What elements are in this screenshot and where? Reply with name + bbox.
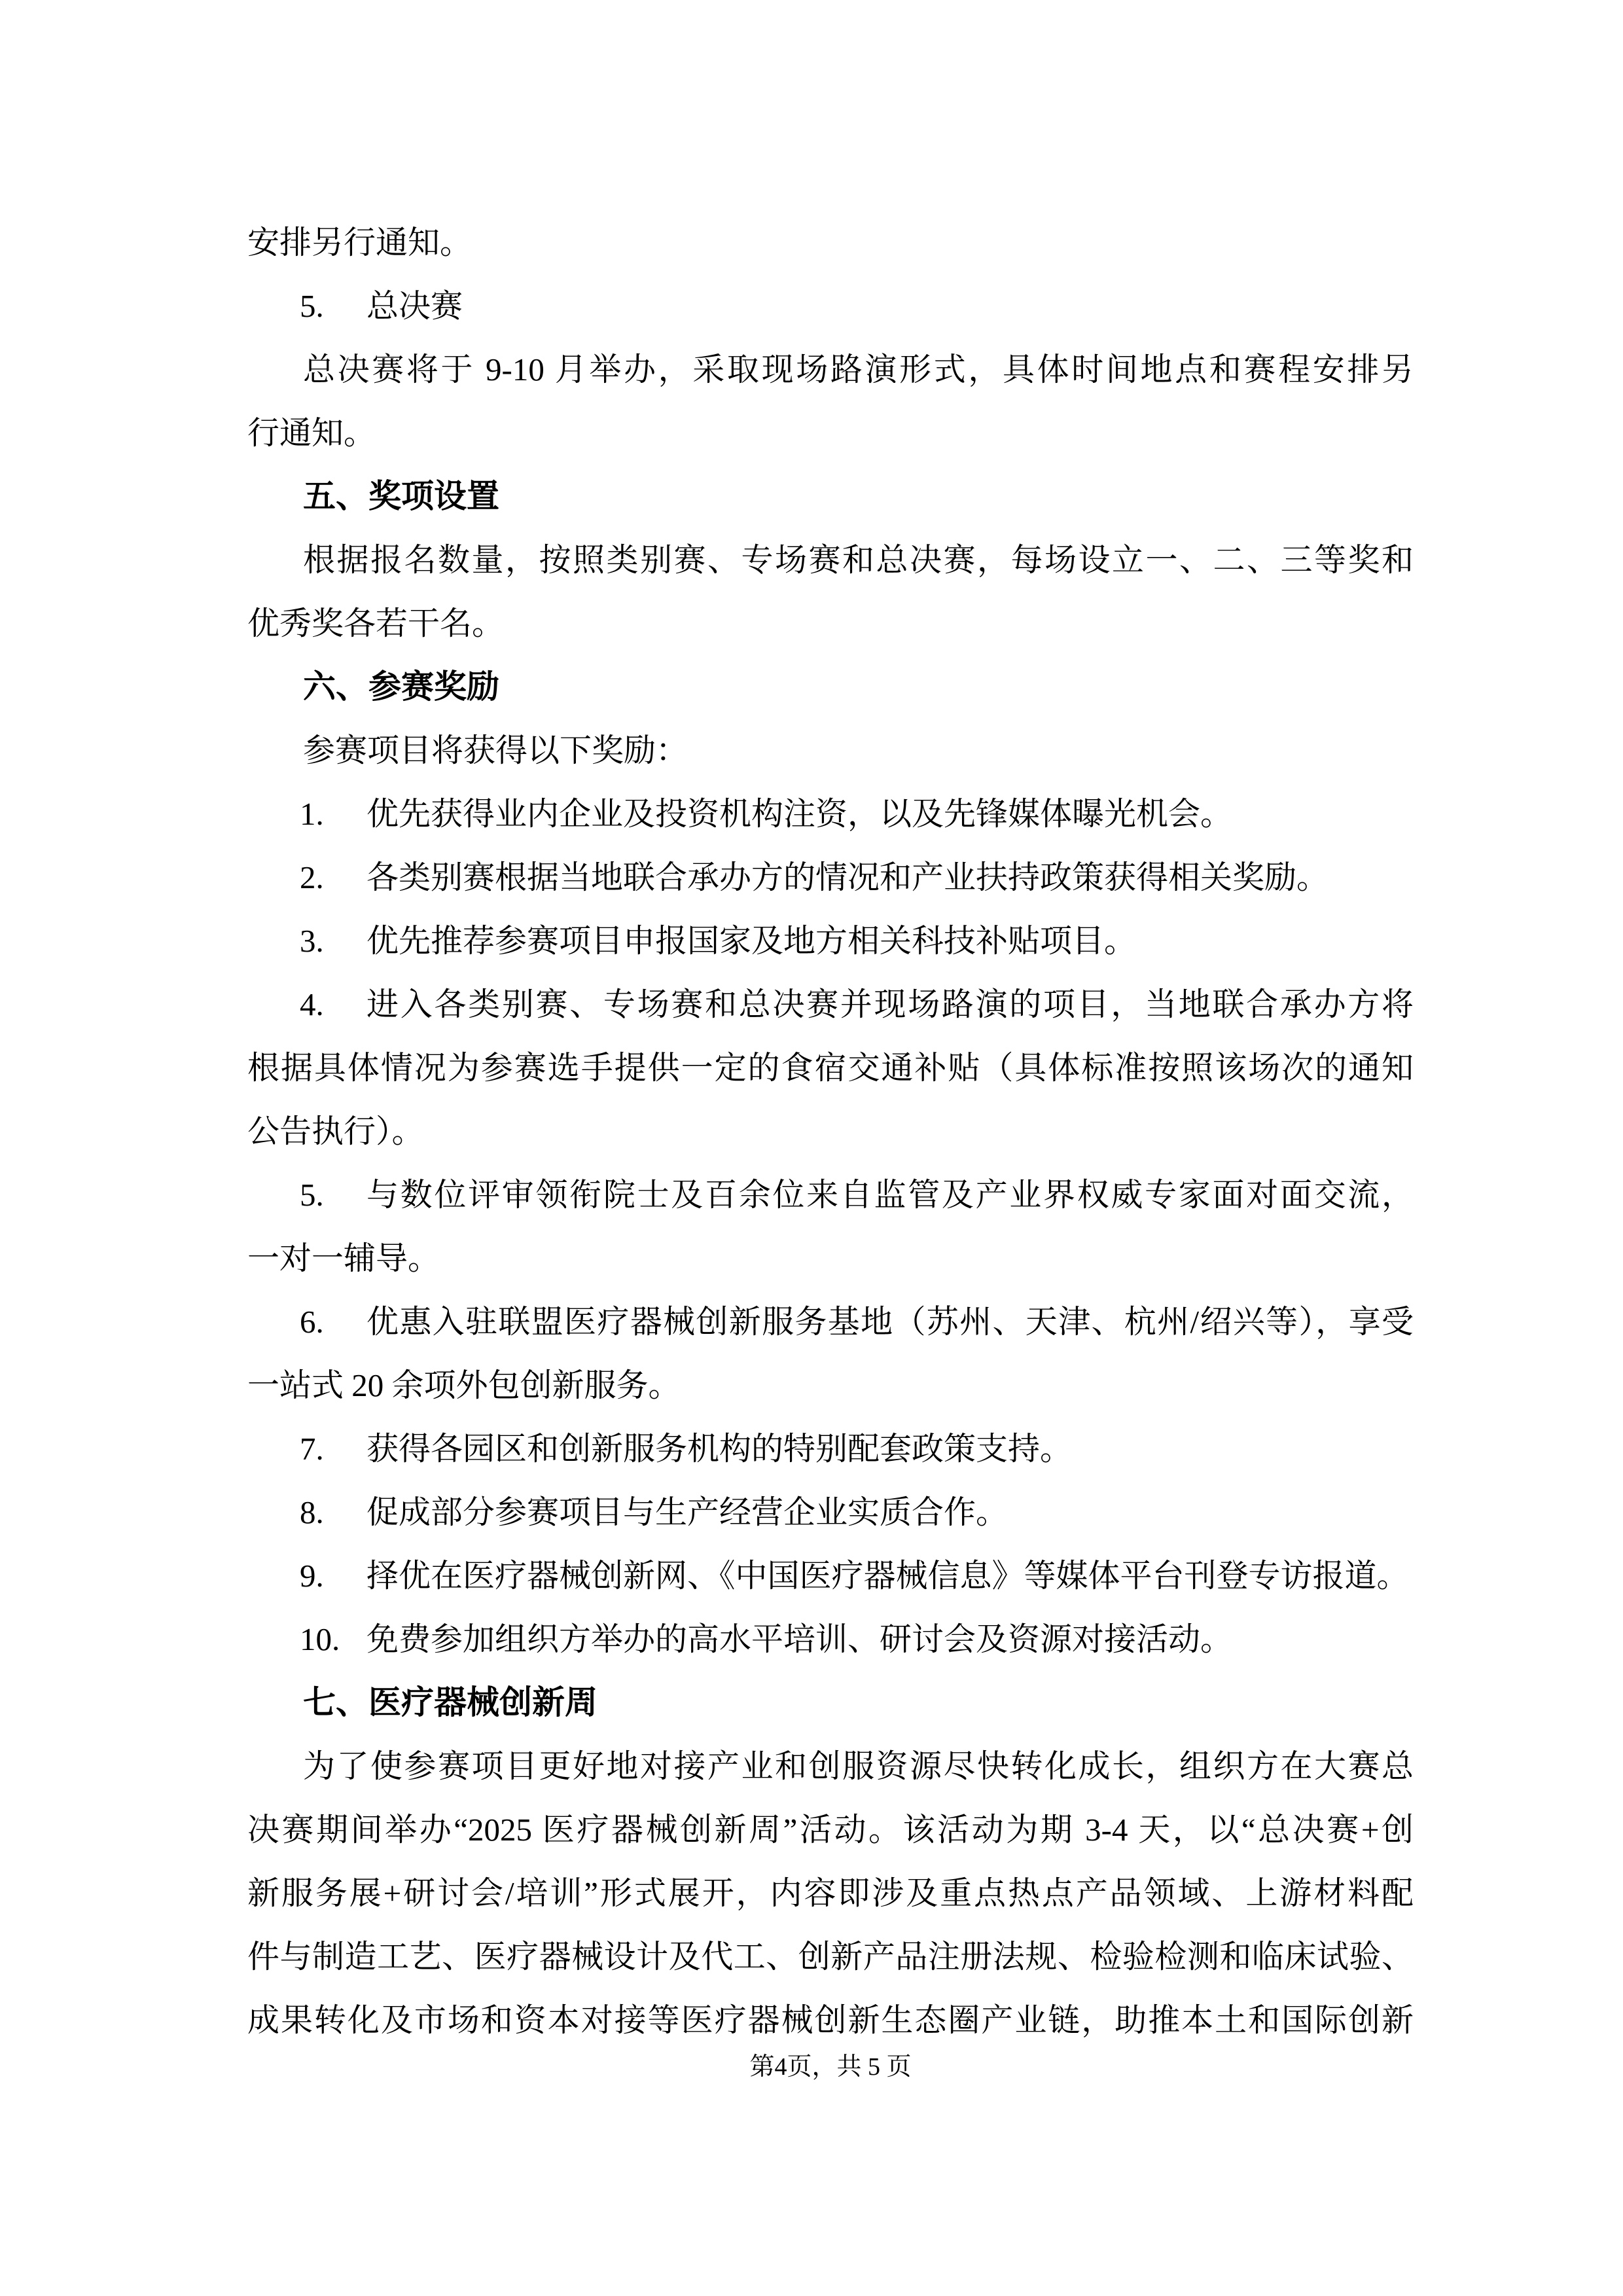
section-heading: 五、奖项设置 (303, 478, 499, 514)
text-line: 新服务展+研讨会/培训”形式展开，内容即涉及重点热点产品领域、上游材料配 (247, 1875, 1414, 1911)
list-item-number: 5. (300, 288, 324, 324)
document-body (247, 211, 1414, 2052)
list-item-number: 6. (300, 1304, 324, 1340)
text-line: 成果转化及市场和资本对接等医疗器械创新生态圈产业链，助推本土和国际创新 (247, 2002, 1414, 2038)
list-item-number: 5. (300, 1177, 324, 1213)
text-line: 根据具体情况为参赛选手提供一定的食宿交通补贴（具体标准按照该场次的通知 (247, 1050, 1414, 1086)
list-item (247, 909, 1414, 973)
text-line: 总决赛将于 9-10 月举办，采取现场路演形式，具体时间地点和赛程安排另 (303, 351, 1414, 387)
text-line: 公告执行）。 (247, 1113, 424, 1149)
list-item-text: 优先获得业内企业及投资机构注资，以及先锋媒体曝光机会。 (366, 796, 1233, 832)
text-line: 行通知。 (247, 415, 376, 451)
list-item (247, 1480, 1414, 1544)
list-item-text: 进入各类别赛、专场赛和总决赛并现场路演的项目，当地联合承办方将 (366, 986, 1414, 1022)
section-heading: 七、医疗器械创新周 (303, 1684, 597, 1721)
list-item-text: 促成部分参赛项目与生产经营企业实质合作。 (366, 1494, 1008, 1530)
list-item-text: 择优在医疗器械创新网、《中国医疗器械信息》等媒体平台刊登专访报道。 (366, 1558, 1409, 1594)
list-item (247, 1163, 1414, 1227)
text-line: 一对一辅导。 (247, 1240, 440, 1276)
list-item-number: 8. (300, 1494, 324, 1530)
list-item-text: 与数位评审领衔院士及百余位来自监管及产业界权威专家面对面交流， (366, 1177, 1414, 1213)
list-item-text: 优惠入驻联盟医疗器械创新服务基地（苏州、天津、杭州/绍兴等），享受 (366, 1304, 1414, 1340)
list-item-text: 优先推荐参赛项目申报国家及地方相关科技补贴项目。 (366, 923, 1137, 959)
text-line: 安排另行通知。 (247, 224, 473, 260)
text-line: 件与制造工艺、医疗器械设计及代工、创新产品注册法规、检验检测和临床试验、 (247, 1939, 1414, 1975)
list-item (247, 1607, 1414, 1671)
page-number: 第4页，共 5 页 (749, 2053, 912, 2081)
list-item-text: 各类别赛根据当地联合承办方的情况和产业扶持政策获得相关奖励。 (366, 859, 1329, 895)
list-item-number: 2. (300, 859, 324, 895)
list-item (247, 274, 1414, 338)
list-item-text: 获得各园区和创新服务机构的特别配套政策支持。 (366, 1431, 1073, 1467)
list-item-number: 7. (300, 1431, 324, 1467)
text-line: 为了使参赛项目更好地对接产业和创服资源尽快转化成长，组织方在大赛总 (303, 1748, 1414, 1784)
text-line: 优秀奖各若干名。 (247, 605, 505, 641)
list-item (247, 782, 1414, 846)
page-footer (247, 2047, 1414, 2087)
list-item-number: 10. (300, 1621, 340, 1657)
text-line: 决赛期间举办“2025 医疗器械创新周”活动。该活动为期 3-4 天，以“总决赛+创 (247, 1812, 1414, 1848)
list-item (247, 1290, 1414, 1354)
list-item-text: 免费参加组织方举办的高水平培训、研讨会及资源对接活动。 (366, 1621, 1233, 1657)
section-heading: 六、参赛奖励 (303, 668, 499, 705)
list-item (247, 1417, 1414, 1480)
list-item-number: 1. (300, 796, 324, 832)
list-item (247, 1544, 1414, 1607)
text-line: 根据报名数量，按照类别赛、专场赛和总决赛，每场设立一、二、三等奖和 (303, 542, 1414, 578)
list-item-text: 总决赛 (366, 288, 463, 324)
text-line: 一站式 20 余项外包创新服务。 (247, 1367, 681, 1403)
list-item-number: 9. (300, 1558, 324, 1594)
list-item (247, 973, 1414, 1036)
text-line: 参赛项目将获得以下奖励： (303, 732, 688, 768)
list-item-number: 3. (300, 923, 324, 959)
list-item (247, 846, 1414, 909)
list-item-number: 4. (300, 986, 324, 1022)
